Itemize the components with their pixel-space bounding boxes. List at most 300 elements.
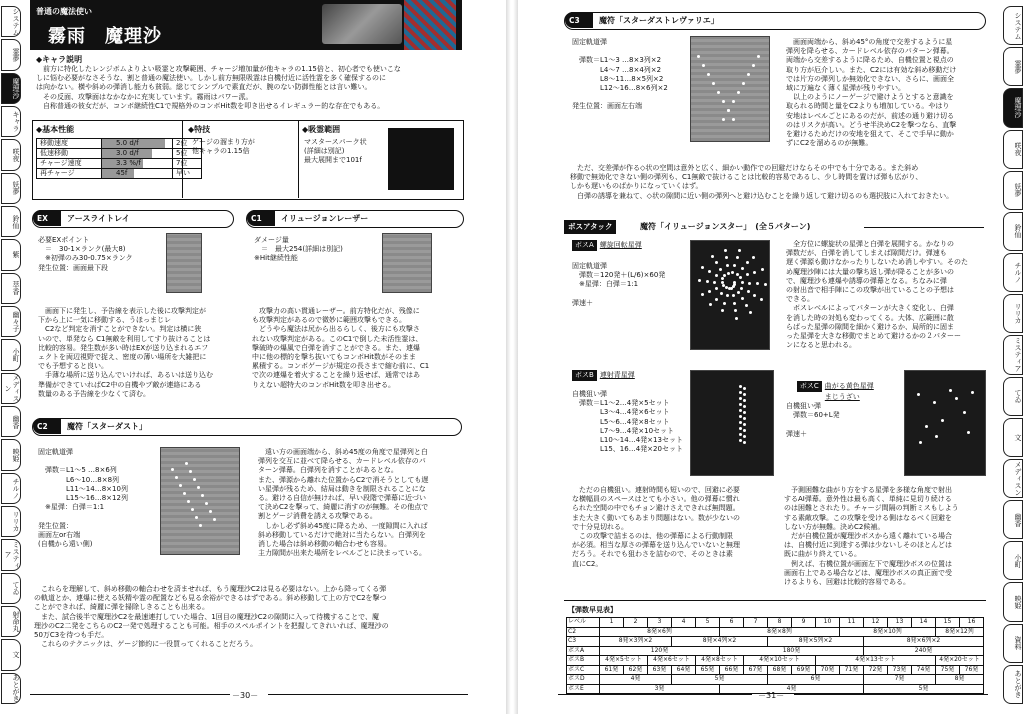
table-cell: 8発 <box>936 675 984 685</box>
boss-c-info: 自機狙い弾 弾数＝60+L発 弾速＋ <box>786 402 840 438</box>
stat-row <box>37 159 202 169</box>
thumb-tab[interactable]: 射命丸 <box>1 606 21 637</box>
c1-screenshot <box>382 233 432 293</box>
boss-c-name: 曲がる黄色星弾 まじうざい <box>824 382 874 401</box>
bullet-dot <box>195 516 198 519</box>
stat-value: 3.0 d/f <box>116 149 139 157</box>
table-cell: 180発 <box>720 646 864 656</box>
stats-divider-2 <box>298 120 299 198</box>
boss-a-header <box>572 240 642 251</box>
bullet-dot <box>732 100 735 103</box>
stat-value: 3.3 %/f <box>116 159 141 167</box>
bullet-dot <box>743 393 746 396</box>
bullet-dot <box>179 484 182 487</box>
bullet-dot <box>707 73 710 76</box>
table-cell: 8発×8列 <box>720 627 840 637</box>
boss-b-header <box>572 370 635 381</box>
stat-bar-cell <box>102 159 173 169</box>
page-number-left: －30－ <box>232 691 259 700</box>
boss-b-name: 連射青星弾 <box>599 371 635 379</box>
thumb-tab[interactable]: 霊夢 <box>1 39 21 70</box>
bullet-dot <box>698 279 701 282</box>
bullet-dot <box>726 294 729 297</box>
bullet-dot <box>721 277 724 280</box>
right-thumb-index <box>1002 0 1024 714</box>
table-cell: 4発×10セット <box>744 656 816 666</box>
table-row-label: ボスD <box>567 675 600 685</box>
bullet-dot <box>213 518 216 521</box>
table-row-label: ボスC <box>567 665 600 675</box>
bullet-dot <box>739 276 742 279</box>
thumb-tab[interactable]: 魔理沙 <box>1003 88 1023 127</box>
bullet-dot <box>727 272 730 275</box>
c3-description-2: ただ、交差弾が作る◇状の空間は意外と広く、細かい動作での回避だけならその中でも十分である。また斜め 移動で無効化できない側の弾列も、C1無敵で抜けることは比較的容易であるし、少し時間を置けば弾も広がり、 しかも遅いものばかりになっていくはず。 白弾の誘導を兼ねて、◇状の隙間に近い側の弾列へと避け込むことを繰り返して避け切るのも選択肢に入れておきたい。 <box>570 164 954 200</box>
thumb-tab[interactable]: 資料 <box>1003 624 1023 663</box>
table-header-cell: 13 <box>888 618 912 628</box>
bullet-dot <box>743 405 746 408</box>
table-header-cell: 11 <box>840 618 864 628</box>
thumb-tab[interactable]: あとがき <box>1003 665 1023 704</box>
ex-description: 画面下に発生し、予告線を表示した後に攻撃判定が 下から上に一気に移動する、うほっまじレ C2など判定を消すことができない。判定は横に狭 いので、単発なら C1無敵を利用してすり抜けることは 比較的容易。発生数が多い時はEXが送り込まれるエフ ェクトを両辺視野で捉え、密度の薄い場所を大雑把に でも予想すると良い。 手薄な場所に送り込んでいければ、あるいは送り込む 準備ができていればC2中の自機やプ敵が連絡にある 数量のある予告線を少なくて済む。 <box>38 307 213 398</box>
bullet-dot <box>732 294 735 297</box>
bullet-dot <box>743 423 746 426</box>
c2-description: 遠い方の画面端から、斜め45度の角度で星弾列と白 弾列を交互に並べて降らせる、カードレベル依存のパ ターン弾幕。白弾列を消すことがあるとな。 また、弾源から離れた位置からC2で消そうとしても遅 い星弾が残るため、結局は動きを制限されることにな る。避ける自信が無ければ、早い段階で弾幕に近づい て決めC2を撃って、綺麗に消すのが無難。その他点で 割とゲージ消費を誘える攻撃である。 しかし必ず斜め45度に降るため、一度隙間に入れば 斜め移動しているだけで絶対に当たらない。白弾列を 消した場合は斜め移動の軸合わせも容易。 主力隙間が出来た場所をレベルごとに決まっている。 <box>258 448 429 558</box>
bullet-dot <box>730 287 733 290</box>
chara-description: 前方に特化したレンジボムよりよい吸霊と攻撃範囲、チャージ増加量が他キャラの1.15倍と、初心者でも使いこな しに悩む必要がなさそうな、割と普通の魔法使い。しかし前方無限吸霊は自機付近に活性霊を多く確保するのに は向かない。横や斜めの弾消し能力も貧弱。総じてシンプルで素直だが、腕のない防御性能とは言い難い。 その反面、攻撃面はなかなかに充実しています。霧雨はパワー派。 自称普通の彼女だが、コンボ継続性C1で規格外のコンボHit数を叩き出せるイレギュラー的な存在でもある。 <box>36 65 401 110</box>
thumb-tab[interactable]: あとがき <box>1 673 21 704</box>
bullet-dot <box>748 282 751 285</box>
thumb-tab[interactable]: 紫 <box>1 239 21 270</box>
stat-row <box>37 139 202 149</box>
bullet-dot <box>753 271 756 274</box>
bullet-dot <box>733 302 736 305</box>
absorb-title: ◆吸霊範囲 <box>302 125 341 134</box>
thumb-tab[interactable]: 妖夢 <box>1003 171 1023 210</box>
character-header <box>30 0 462 50</box>
bullet-dot <box>736 256 739 259</box>
bullet-table-title: 【弾数早見表】 <box>568 606 617 614</box>
bullet-dot <box>706 280 709 283</box>
boss-c-description: 予測困難な曲がり方をする星弾を多様な角度で射出 するAI弾幕。意外性は最も高く、単純に見切り続ける のは困難とされたり。チャージ間隔の判断ミスもしよう する素敵攻撃。この攻撃を受ける側はなるべく回避を しない方が無難。決めC2候補。 だが自機位置が魔理沙ボスから遠く離れている場合 は、自機付近に到達する弾は少ないしそのほとんどは 既に曲がり終えている。 例えば、右機位置が画面左下で魔理沙ボスの位置は 画面右上である場合などは、魔理沙ボスの真正面で受 けるよりも、回避は比較的容易である。 <box>784 486 959 587</box>
boss-b-screenshot <box>690 370 774 476</box>
table-row-label: C2 <box>567 627 600 637</box>
table-cell: 8発×4列×2 <box>672 637 768 647</box>
table-cell: 4発×13セット <box>816 656 936 666</box>
stat-label: チャージ速度 <box>37 159 102 169</box>
bullet-dot <box>733 264 736 267</box>
c2-info: 固定軌道弾 弾数＝L1～5 …8×6列 L6～10…8×8列 L11～14…8×10列 L15～16…8×12列 ※星弾：白弾＝1:1 発生位置： 画面左or右端 (自機から遠い側) <box>38 448 128 549</box>
table-cell: 240発 <box>864 646 984 656</box>
bullet-dot <box>187 500 190 503</box>
bullet-dot <box>724 249 727 252</box>
c3-title: 魔符「スターダストレヴァリエ」 <box>599 16 719 25</box>
stat-rank: 2位 <box>173 139 202 149</box>
bullet-dot <box>199 524 202 527</box>
boss-a-info: 固定軌道弾 弾数＝120発＋(L/6)×60発 ※星弾：白弾＝1:1 弾速＋ <box>572 262 666 307</box>
bullet-dot <box>191 508 194 511</box>
table-cell: 71発 <box>840 665 864 675</box>
thumb-tab[interactable]: メディスン <box>1003 459 1023 498</box>
trait-title: ◆特技 <box>188 125 211 134</box>
table-header-cell: 6 <box>720 618 744 628</box>
bullet-dot <box>919 441 922 444</box>
table-header-cell: 14 <box>912 618 936 628</box>
table-cell: 74発 <box>912 665 936 675</box>
bullet-dot <box>756 282 759 285</box>
table-header-cell: 16 <box>960 618 984 628</box>
table-row-label: ボスB <box>567 656 600 666</box>
thumb-tab[interactable]: システム <box>1 6 21 37</box>
table-cell: 4発 <box>600 675 672 685</box>
thumb-tab[interactable]: リリカ <box>1 506 21 537</box>
bullet-dot <box>715 261 718 264</box>
bullet-dot <box>183 492 186 495</box>
bullet-dot <box>917 393 920 396</box>
bullet-dot <box>709 303 712 306</box>
bullet-dot <box>743 411 746 414</box>
table-cell: 8発×6列 <box>600 627 720 637</box>
bullet-dot <box>720 292 723 295</box>
absorb-text: マスタースパーク状 (詳細は別記) 最大展開まで101f <box>304 138 367 165</box>
thumb-tab[interactable]: 幽香 <box>1 406 21 437</box>
thumb-tab[interactable]: 小町 <box>1003 541 1023 580</box>
stat-label: 移動速度 <box>37 139 102 149</box>
bullet-dot <box>713 281 716 284</box>
bullet-dot <box>739 415 742 418</box>
table-cell: 4発×5セット <box>600 656 648 666</box>
table-cell: 5発 <box>672 675 768 685</box>
bullet-dot <box>711 255 714 258</box>
stat-label: 低速移動 <box>37 149 102 159</box>
table-header-cell: 9 <box>792 618 816 628</box>
ex-screenshot <box>166 233 202 293</box>
bullet-dot <box>764 283 767 286</box>
boss-attack-title: 魔符「イリュージョンスター」 (全５パターン) <box>640 222 811 231</box>
boss-b-description: ただの自機狙い。連射時間も短いので、回避に必要 な横幅員のスペースはとても小さい。他の弾幕に慣れ られた空間の中でもチョン避けさえできれば無問題。 また大きく動いてもあまり問題はない。数が少ないの で十分見切れる。 この攻撃で詰まるのは、他の弾幕による行動制限 が必須。相当な厚さの弾幕を送り込んでいないと無理 だろう。それでも狙わさを詰むので、そのときは素 直にC2。 <box>572 486 740 568</box>
c1-label: C1 <box>247 210 275 226</box>
table-cell: 5発 <box>864 684 984 694</box>
bullet-count-table <box>566 617 984 694</box>
bullet-dot <box>743 435 746 438</box>
bullet-dot <box>189 470 192 473</box>
table-row <box>567 637 984 647</box>
thumb-tab[interactable]: てゐ <box>1003 377 1023 416</box>
table-row <box>567 656 984 666</box>
c1-description: 攻撃力の高い貫通レーザー。前方特化だが、残像に も攻撃判定があるので微妙に範囲攻撃もできる。 どうやら魔法は尻から出るらしく、後方にも攻撃さ れない攻撃判定がある。このC1で倒した未活性霊は、 撃破時の爆風で白弾を消すことができる。また、連爆 中に他の標的を撃ち抜いてもコンボHit数がそのまま 累積する。コンボゲージが規定の長さまで縮む前に、C1 で次の連爆を着火することを繰り返せば、通常ではあ りえない超特大のコンボHit数を叩き出せる。 <box>252 307 430 389</box>
footer-rule-left-r <box>558 694 752 695</box>
boss-c-key: ボスC <box>797 381 822 392</box>
thumb-tab[interactable]: 文 <box>1 639 21 670</box>
bullet-dot <box>739 385 742 388</box>
c3-description: 画面両端から、斜め45°の角度で交差するように星 弾列を降らせる、カードレベル依存のパターン弾幕。 両端から交差するように降るため、自機位置と視点の 取り方が厄介しい。また、C2には有効な斜め移動だけ では片方の弾列しか無効化できない、さらに、画面全 域に万遍なく薄く星弾が残りやすい。 以上のようにノーゲージで避けようとすると意識を 取られる時間と量をC2よりも増加している。やはり 安地はレベルごとにあるのだが、前述の通り避け切る のはリスクが高い。どうせ半決めC2を撃つなら、直撃 を避けるためだけの安地を狙えて、そこで手早に動か ずにC2を溜めるのが無難。 <box>786 38 957 148</box>
table-top-rule <box>564 600 986 601</box>
bullet-dot <box>737 91 740 94</box>
table-cell: 76発 <box>960 665 984 675</box>
bullet-dot <box>708 270 711 273</box>
bullet-dot <box>722 100 725 103</box>
bullet-dot <box>741 297 744 300</box>
bullet-dot <box>726 264 729 267</box>
ex-section-header <box>32 210 234 228</box>
boss-a-name: 螺旋回転星弾 <box>599 241 642 249</box>
boss-c-screenshot <box>904 370 986 476</box>
bullet-dot <box>743 387 746 390</box>
bullet-dot <box>697 55 700 58</box>
stat-value: 45f <box>116 169 128 177</box>
c3-section-header <box>564 12 986 30</box>
table-cell: 65発 <box>696 665 720 675</box>
thumb-tab[interactable]: 咲夜 <box>1 139 21 170</box>
thumb-tab[interactable]: システム <box>1003 6 1023 45</box>
table-header-cell: 5 <box>696 618 720 628</box>
table-cell: 63発 <box>648 665 672 675</box>
footer-rule-right <box>268 694 468 695</box>
bullet-dot <box>721 309 724 312</box>
table-header-cell: 12 <box>864 618 888 628</box>
thumb-tab[interactable]: 映姫 <box>1 439 21 470</box>
table-cell: 67発 <box>744 665 768 675</box>
bullet-dot <box>701 293 704 296</box>
bullet-dot <box>967 431 970 434</box>
table-cell: 61発 <box>600 665 624 675</box>
bullet-dot <box>708 290 711 293</box>
thumb-tab[interactable]: 映姫 <box>1003 582 1023 621</box>
thumb-tab[interactable]: てゐ <box>1 573 21 604</box>
table-row <box>567 627 984 637</box>
table-header-cell: 2 <box>624 618 648 628</box>
stat-label: 再チャージ <box>37 169 102 179</box>
bullet-dot <box>725 256 728 259</box>
thumb-tab[interactable]: メディスン <box>1 373 21 404</box>
boss-a-description: 全方位に螺旋状の星弾と白弾を展開する。かなりの 弾数だが、白弾を消してしまえば隙間だけ。弾速も 遅く弾源も動けなかったりしないため消しやすい。そのた め魔理沙陣には大量の撃ち返し弾が降ることが多いの で、魔理沙も連爆や誘導の弾幕となる。ちなみに弾 の射出音で相手陣にこの攻撃が出ていることの予想は できる。 ボスレベルによってパターンが大きく変化し、白弾 を消した時の対処も変わってくる。大体、広範囲に散 らばった星弾の隙間を細かく避けるか、局所的に固ま った星弾を大きな移動でまとめて避けるかの２パターー ンになると思われる。 <box>786 240 968 350</box>
bullet-dot <box>740 287 743 290</box>
table-cell: 4発×8セット <box>696 656 744 666</box>
bullet-dot <box>722 118 725 121</box>
bullet-dot <box>747 73 750 76</box>
bullet-dot <box>712 82 715 85</box>
table-cell: 72発 <box>864 665 888 675</box>
thumb-tab[interactable]: キャラ <box>1 106 21 137</box>
stat-row <box>37 149 202 159</box>
thumb-tab[interactable]: チルノ <box>1003 253 1023 292</box>
bullet-dot <box>739 439 742 442</box>
bullet-dot <box>933 401 936 404</box>
bullet-dot <box>175 476 178 479</box>
technique-paragraph: これらを理解して、斜め移動の軸合わせを済ませれば、もう魔理沙C2は見る必要はない。上から降ってくる弾 の軌道とか、連爆に使える妖精や霊の配置なども見る余裕ができるはずである。斜め移動して上の方でC2を撃つ ことができれば、綺麗に弾を掃除しきることも出来る。 また、試合後半で魔理沙C2を最速連打していた場合、1回目の魔理沙C2の隙間に入って待機することで、魔 理沙のC2二発をこちらのC2一発で処理することも可能。相手のスペルポイントを把握してきれいれば、魔理沙の 50万C3を待つも手だ。 これらのテクニックは、ゲージ節約に一役買ってくれることだろう。 <box>34 585 389 649</box>
boss-attack-rule <box>864 227 984 228</box>
thumb-tab[interactable]: 妖夢 <box>1 173 21 204</box>
bullet-dot <box>715 274 718 277</box>
boss-a-key: ボスA <box>572 240 597 251</box>
bullet-dot <box>925 425 928 428</box>
bullet-dot <box>742 82 745 85</box>
basic-stats-table <box>36 138 202 179</box>
table-cell: 4発 <box>720 684 864 694</box>
bullet-dot <box>193 478 196 481</box>
book-gutter <box>506 0 518 714</box>
table-cell: 69発 <box>792 665 816 675</box>
thumb-tab[interactable]: 小町 <box>1 339 21 370</box>
bullet-dot <box>743 441 746 444</box>
bullet-dot <box>715 298 718 301</box>
bullet-dot <box>752 256 755 259</box>
table-row <box>567 675 984 685</box>
bullet-dot <box>739 391 742 394</box>
stat-bar-cell <box>102 139 173 149</box>
thumb-tab[interactable]: 幽香 <box>1003 500 1023 539</box>
c1-title: イリュージョンレーザー <box>281 214 369 223</box>
bullet-dot <box>723 274 726 277</box>
bullet-dot <box>201 494 204 497</box>
table-cell: 4発×6セット <box>648 656 696 666</box>
bullet-dot <box>739 421 742 424</box>
table-cell: 3発 <box>600 684 720 694</box>
table-cell: 120発 <box>600 646 720 656</box>
boss-b-info: 自機狙い弾 弾数＝L1～2…4発×5セット L3～4…4発×6セット L5～6…4発×8セット L7～9…4発×10セット L10～14…4発×13セット L15、16…4発×20セット <box>572 390 683 454</box>
thumb-tab[interactable]: リリカ <box>1003 294 1023 333</box>
bullet-dot <box>753 294 756 297</box>
bullet-dot <box>727 109 730 112</box>
chara-section-title: ◆キャラ説明 <box>36 55 83 64</box>
ex-info: 必要EXポイント ＝ 30-1×ランク(最大8) ※初弾のみ30-0.75×ランク 発生位置：画面最下段 <box>38 236 133 272</box>
thumb-tab[interactable]: 鈴仙 <box>1003 212 1023 251</box>
c1-info: ダメージ量 ＝ 最大254(詳細は別記) ※Hit継続性能 <box>254 236 343 263</box>
bullet-dot <box>738 249 741 252</box>
table-row-label: C3 <box>567 637 600 647</box>
bullet-dot <box>205 502 208 505</box>
stat-bar-cell <box>102 149 173 159</box>
bullet-dot <box>739 427 742 430</box>
bullet-dot <box>752 64 755 67</box>
bullet-dot <box>743 429 746 432</box>
table-row <box>567 665 984 675</box>
table-row-label: ボスA <box>567 646 600 656</box>
table-cell: 68発 <box>768 665 792 675</box>
bullet-dot <box>757 55 760 58</box>
table-header-row <box>567 618 984 628</box>
thumb-tab[interactable]: 文 <box>1003 418 1023 457</box>
left-thumb-index <box>0 0 22 714</box>
bullet-dot <box>737 291 740 294</box>
bullet-dot <box>701 266 704 269</box>
c1-section-header <box>246 210 464 228</box>
bullet-dot <box>171 468 174 471</box>
bullet-dot <box>209 510 212 513</box>
thumb-tab[interactable]: 魔理沙 <box>1 73 21 104</box>
header-portrait-art <box>322 4 402 44</box>
table-cell: 70発 <box>816 665 840 675</box>
bullet-dot <box>715 287 718 290</box>
boss-a-screenshot <box>690 240 770 350</box>
thumb-tab[interactable]: 鈴仙 <box>1 206 21 237</box>
trait-text: ゲージの溜まり方が 他キャラの1.15倍 <box>192 138 255 156</box>
bullet-dot <box>185 462 188 465</box>
table-cell: 6発 <box>768 675 864 685</box>
c2-title: 魔符「スターダスト」 <box>67 422 147 431</box>
table-header-cell: 3 <box>648 618 672 628</box>
bullet-dot <box>941 419 944 422</box>
header-character-name: 霧雨 魔理沙 <box>48 26 162 47</box>
bullet-dot <box>735 317 738 320</box>
bullet-dot <box>971 391 974 394</box>
bullet-dot <box>739 433 742 436</box>
stat-rank: 5位 <box>173 149 202 159</box>
stat-value: 5.0 d/f <box>116 139 139 147</box>
table-cell: 66発 <box>720 665 744 675</box>
thumb-tab[interactable]: ミスティア <box>1 539 21 570</box>
thumb-tab[interactable]: 霊夢 <box>1003 47 1023 86</box>
stat-bar-cell <box>102 169 173 179</box>
bullet-dot <box>717 91 720 94</box>
table-cell: 8発×5列×2 <box>768 637 864 647</box>
absorb-range-diagram <box>388 128 454 190</box>
bullet-dot <box>743 399 746 402</box>
c2-label: C2 <box>33 418 61 434</box>
bullet-dot <box>739 409 742 412</box>
c3-label: C3 <box>565 12 593 28</box>
table-header-cell: 4 <box>672 618 696 628</box>
table-cell: 73発 <box>888 665 912 675</box>
header-subtitle: 普通の魔法使い <box>36 7 92 16</box>
table-cell: 62発 <box>624 665 648 675</box>
table-header-cell: 15 <box>936 618 960 628</box>
boss-attack-header <box>564 220 984 234</box>
bullet-dot <box>734 309 737 312</box>
stat-rank: 7位 <box>173 159 202 169</box>
ex-title: アースライトレイ <box>67 214 130 223</box>
page-number-right: －31－ <box>758 691 785 700</box>
header-pattern-art <box>404 0 456 50</box>
bullet-dot <box>741 281 744 284</box>
table-cell: 8発×6列×2 <box>864 637 984 647</box>
basic-stats-title: ◆基本性能 <box>36 125 75 134</box>
bullet-dot <box>702 64 705 67</box>
bullet-dot <box>728 287 731 290</box>
boss-attack-label: ボスアタック <box>564 220 616 234</box>
bullet-dot <box>743 417 746 420</box>
c3-screenshot <box>690 36 770 142</box>
bullet-dot <box>749 311 752 314</box>
table-cell: 75発 <box>936 665 960 675</box>
thumb-tab[interactable]: 咲夜 <box>1003 130 1023 169</box>
bullet-dot <box>949 389 952 392</box>
table-header-cell: 7 <box>744 618 768 628</box>
bullet-dot <box>747 290 750 293</box>
table-header-cell: レベル <box>567 618 600 628</box>
c2-section-header <box>32 418 462 436</box>
bullet-dot <box>739 403 742 406</box>
boss-b-key: ボスB <box>572 370 597 381</box>
table-row <box>567 646 984 656</box>
bullet-dot <box>746 273 749 276</box>
thumb-tab[interactable]: ミスティア <box>1003 335 1023 374</box>
thumb-tab[interactable]: 萃香 <box>1 273 21 304</box>
table-header-cell: 8 <box>768 618 792 628</box>
bullet-dot <box>739 397 742 400</box>
stat-rank: 早い <box>173 169 202 179</box>
footer-rule-left <box>30 694 230 695</box>
table-row-label: ボスE <box>567 684 600 694</box>
table-cell: 8発×12列 <box>936 627 984 637</box>
bullet-dot <box>736 273 739 276</box>
table-cell: 8発×3列×2 <box>600 637 672 647</box>
thumb-tab[interactable]: 幽々子 <box>1 306 21 337</box>
right-page <box>518 0 1024 714</box>
table-cell: 8発×10列 <box>840 627 936 637</box>
thumb-tab[interactable]: チルノ <box>1 473 21 504</box>
table-header-cell: 1 <box>600 618 624 628</box>
ex-label: EX <box>33 210 61 226</box>
